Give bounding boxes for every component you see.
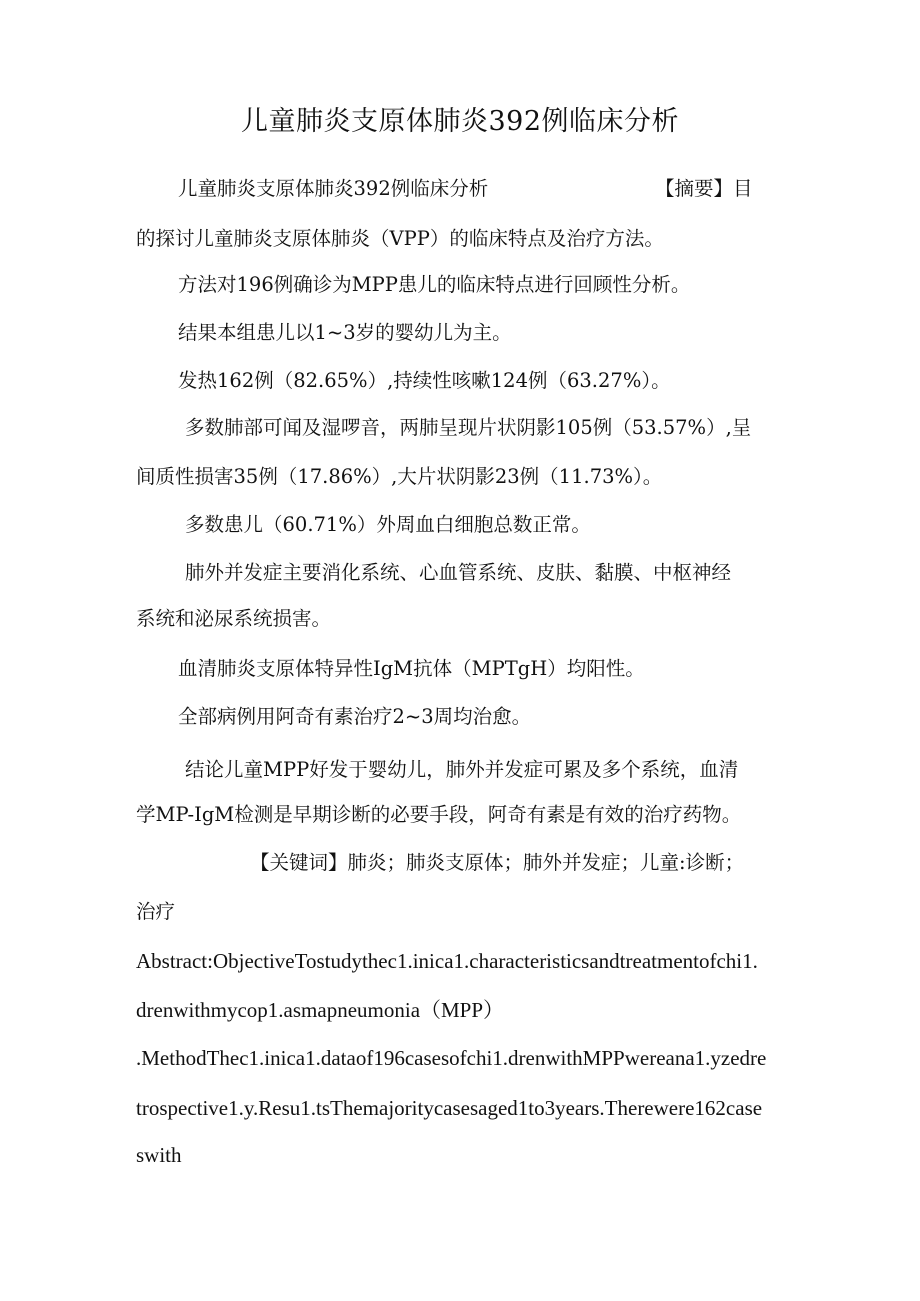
paragraph-line: 血清肺炎支原体特异性IgM抗体（MPTgH）均阳性。 — [178, 657, 645, 680]
english-abstract-line: swith — [136, 1143, 182, 1167]
abstract-heading-line: 儿童肺炎支原体肺炎392例临床分析 — [178, 177, 489, 200]
paragraph-line: 多数肺部可闻及湿啰音，两肺呈现片状阴影105例（53.57%）,呈 — [185, 416, 752, 439]
paragraph-line: 多数患儿（60.71%）外周血白细胞总数正常。 — [185, 513, 591, 536]
paragraph-line: 结果本组患儿以1~3岁的婴幼儿为主。 — [178, 321, 512, 344]
keywords-line: 【关键词】肺炎；肺炎支原体；肺外并发症；儿童:诊断； — [250, 851, 745, 874]
paragraph-line: 学MP-IgM检测是早期诊断的必要手段，阿奇有素是有效的治疗药物。 — [136, 803, 742, 826]
english-abstract-line: .MethodThec1.inica1.dataof196casesofchi1.drenwithMPPwereana1.yzedre — [136, 1046, 767, 1070]
english-abstract-line: drenwithmycop1.asmapneumonia（MPP） — [136, 998, 505, 1022]
english-abstract-line: Abstract:ObjectiveTostudythec1.inica1.characteristicsandtreatmentofchi1. — [136, 949, 758, 973]
paragraph-line: 方法对196例确诊为MPP患儿的临床特点进行回顾性分析。 — [178, 273, 691, 296]
paragraph-line: 间质性损害35例（17.86%）,大片状阴影23例（11.73%）。 — [136, 465, 663, 488]
abstract-label: 【摘要】目 — [655, 177, 753, 200]
keywords-line: 治疗 — [136, 900, 176, 923]
english-abstract-line: trospective1.y.Resu1.tsThemajoritycasesaged1to3years.Therewere162case — [136, 1096, 763, 1120]
paragraph-line: 系统和泌尿系统损害。 — [136, 607, 332, 630]
paragraph-line: 肺外并发症主要消化系统、心血管系统、皮肤、黏膜、中枢神经 — [185, 561, 732, 584]
paragraph-line: 全部病例用阿奇有素治疗2~3周均治愈。 — [178, 705, 532, 728]
paragraph-line: 发热162例（82.65%）,持续性咳嗽124例（63.27%）。 — [178, 369, 671, 392]
paragraph-line: 的探讨儿童肺炎支原体肺炎（VPP）的临床特点及治疗方法。 — [136, 227, 664, 250]
paragraph-line: 结论儿童MPP好发于婴幼儿，肺外并发症可累及多个系统，血清 — [185, 758, 739, 781]
document-title: 儿童肺炎支原体肺炎392例临床分析 — [240, 106, 680, 137]
